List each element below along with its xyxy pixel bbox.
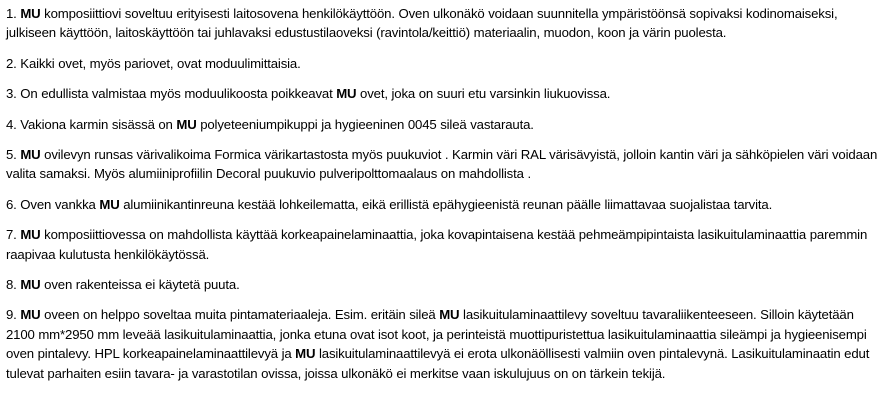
emphasis-text: MU xyxy=(99,196,120,212)
paragraph-1 xyxy=(6,4,880,43)
body-text: 3. On edullista valmistaa myös moduulikoosta poikkeavat xyxy=(6,86,337,102)
body-text: polyeteeniumpikuppi ja hygieeninen 0045 sileä vastarauta. xyxy=(196,116,534,132)
emphasis-text: MU xyxy=(439,307,460,323)
emphasis-text: MU xyxy=(176,116,197,132)
emphasis-text: MU xyxy=(20,277,41,293)
emphasis-text: MU xyxy=(295,346,316,362)
body-text: 1. xyxy=(6,6,21,21)
paragraph-8 xyxy=(6,275,880,294)
body-text: ovet, joka on suuri etu varsinkin liukuovissa. xyxy=(356,86,611,102)
paragraph-9 xyxy=(6,305,880,383)
body-text: lasikuitulaminaattilevyä ei erota ulkonäöllisesti valmiin oven pintalevynä. Lasikuitulaminaatin edut tulevat parhaiten esiin tavara- ja varastotilan ovissa, joissa ulkonäkö ei merkitse vaan iskulujuus on on tärkein tekijä. xyxy=(6,346,870,381)
body-text: 8. xyxy=(6,277,21,293)
paragraph-7 xyxy=(6,225,880,264)
paragraph-5 xyxy=(6,145,880,184)
body-text: 7. xyxy=(6,227,21,243)
body-text: komposiittiovessa on mahdollista käyttää korkeapainelaminaattia, joka kovapintaisena kestää pehmeämpipintaista lasikuitulaminaattia paremmin raapivaa kulutusta henkilökäytössä. xyxy=(6,227,868,262)
paragraph-6 xyxy=(6,195,880,214)
body-text: alumiinikantinreuna kestää lohkeilematta, eikä erillistä epähygieenistä reunan päälle liimattavaa suojalistaa tarvita. xyxy=(119,196,773,212)
body-text: ovilevyn runsas värivalikoima Formica värikartastosta myös puukuviot . Karmin väri RAL värisävyistä, jolloin kantin väri ja sähköpielen väri voidaan valita samaksi. Myös alumiiniprofiilin Decoral puukuvio pulveripolttomaalaus on mahdollista . xyxy=(6,147,878,182)
body-text: 6. Oven vankka xyxy=(6,196,100,212)
body-text: 2. Kaikki ovet, myös pariovet, ovat moduulimittaisia. xyxy=(6,55,301,71)
body-text: oveen on helppo soveltaa muita pintamateriaaleja. Esim. eritäin sileä xyxy=(40,307,440,323)
emphasis-text: MU xyxy=(20,307,41,323)
paragraph-4 xyxy=(6,115,880,134)
paragraph-2 xyxy=(6,54,880,73)
emphasis-text: MU xyxy=(336,86,357,102)
body-text: 9. xyxy=(6,307,21,323)
body-text: komposiittiovi soveltuu erityisesti laitosovena henkilökäyttöön. Oven ulkonäkö voidaan suunnitella ympäristöönsä sopivaksi kodinomaiseksi, julkiseen käyttöön, laitoskäyttöön tai juhlavaksi edustustilaoveksi (ravintola/keittiö) materiaalin, muodon, koon ja värin puolesta. xyxy=(6,6,838,41)
emphasis-text: MU xyxy=(20,227,41,243)
body-text: 5. xyxy=(6,147,21,163)
emphasis-text: MU xyxy=(20,147,41,163)
body-text: lasikuitulaminaattilevy soveltuu tavaraliikenteeseen. Silloin käytetään 2100 mm*2950 mm leveää lasikuitulaminaattia, jonka etuna ovat isot koot, ja perinteistä muottipuristettua lasikuitulaminaattia sileämpi ja hygieenisempi oven pintalevy. HPL korkeapainelaminaattilevyä ja xyxy=(6,307,867,362)
emphasis-text: MU xyxy=(20,6,41,21)
paragraph-3 xyxy=(6,84,880,103)
body-text: 4. Vakiona karmin sisässä on xyxy=(6,116,177,132)
body-text: oven rakenteissa ei käytetä puuta. xyxy=(40,277,240,293)
